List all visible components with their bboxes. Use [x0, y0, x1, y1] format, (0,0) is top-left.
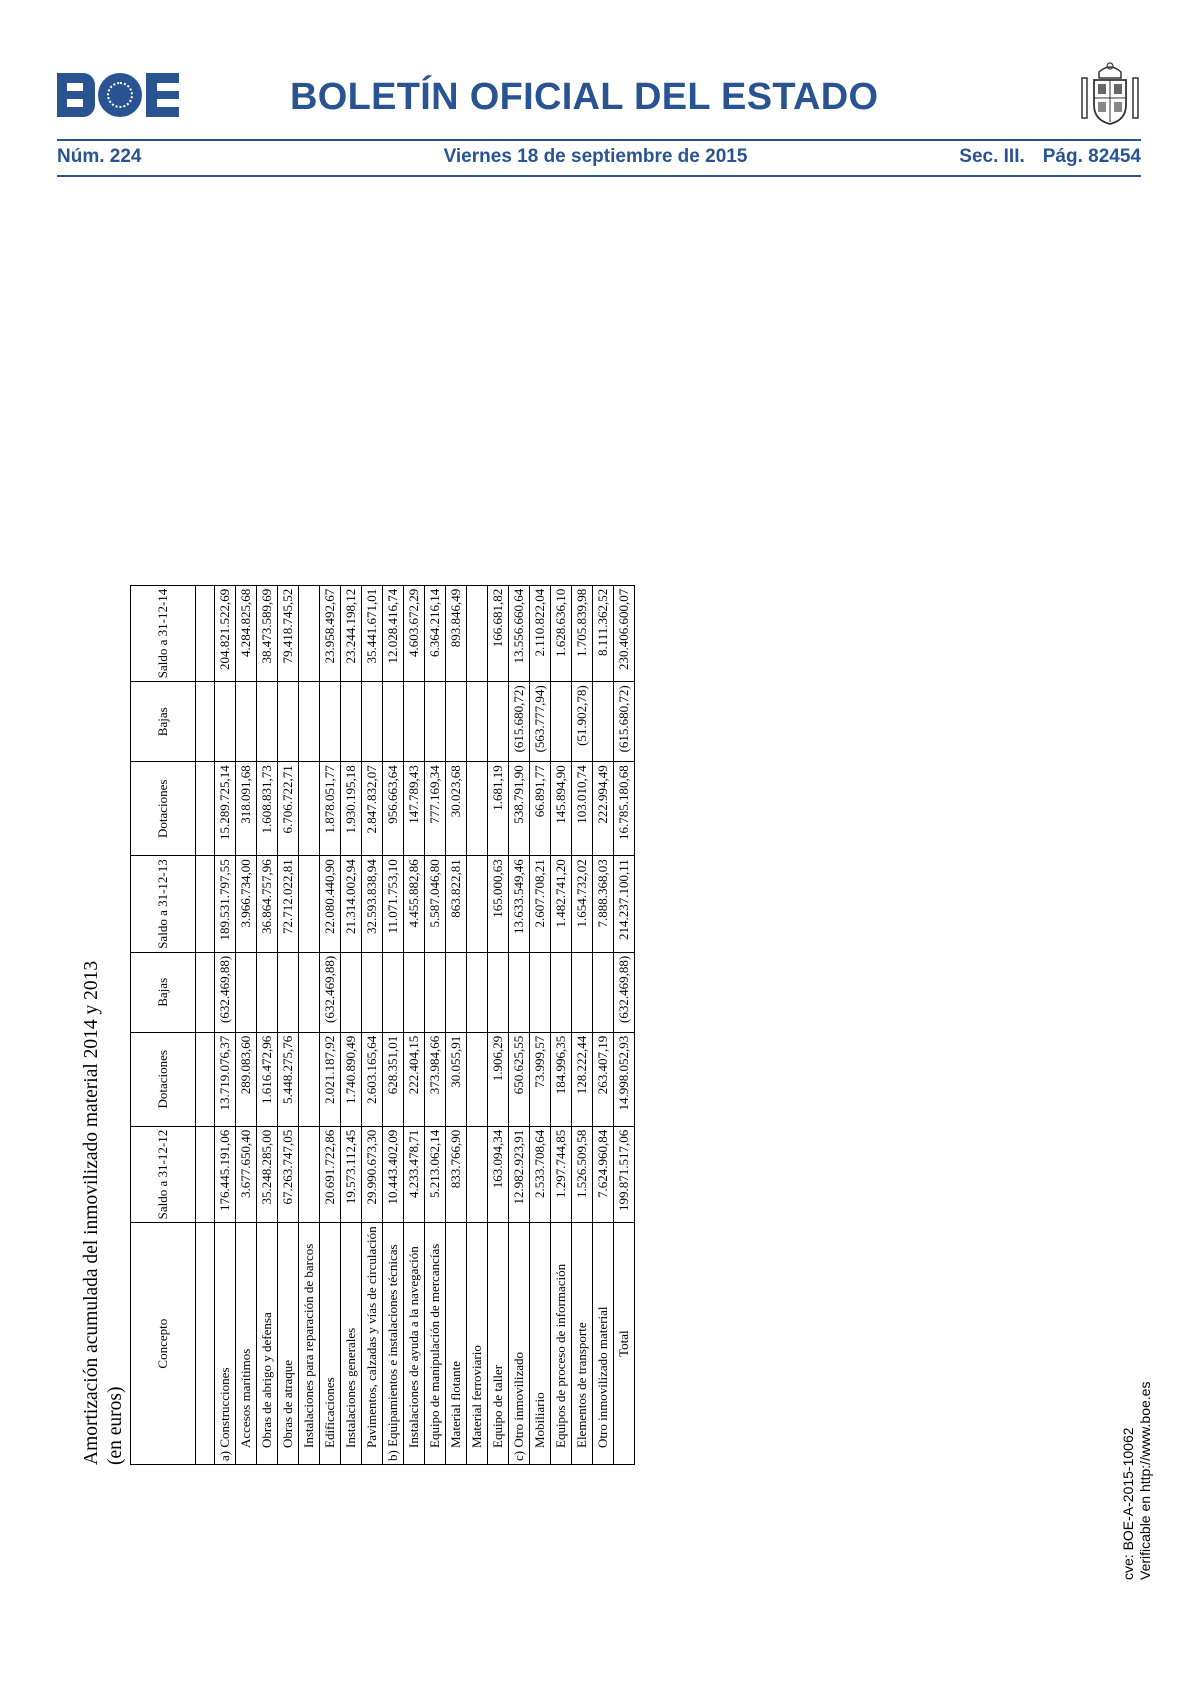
verification-note [1120, 1382, 1154, 1580]
value-cell [467, 762, 488, 856]
value-cell [488, 682, 509, 762]
value-cell [215, 682, 236, 762]
value-cell: 176.445.191,06 [215, 1126, 236, 1223]
value-cell [404, 952, 425, 1032]
value-cell: 79.418.745,52 [278, 585, 299, 682]
value-cell: 165.000,63 [488, 856, 509, 953]
value-cell [467, 585, 488, 682]
table-body [196, 585, 635, 1464]
value-cell: 30.055,91 [446, 1032, 467, 1126]
value-cell: 103.010,74 [572, 762, 593, 856]
value-cell [593, 952, 614, 1032]
value-cell [509, 952, 530, 1032]
table-row [383, 585, 404, 1464]
value-cell: 145.894,90 [551, 762, 572, 856]
value-cell [299, 1032, 320, 1126]
table-row [425, 585, 446, 1464]
value-cell: 23.244.198,12 [341, 585, 362, 682]
verification-url: Verificable en http://www.boe.es [1137, 1381, 1153, 1580]
value-cell: 13.556.660,64 [509, 585, 530, 682]
section-label: Sec. III. [959, 146, 1025, 167]
caption-units: (en euros) [105, 1386, 126, 1465]
value-cell: 20.691.722,86 [320, 1126, 341, 1223]
value-cell: 2.021.187,92 [320, 1032, 341, 1126]
concept-cell: Material ferroviario [467, 1223, 488, 1465]
value-cell [341, 952, 362, 1032]
coat-of-arms-icon [1079, 60, 1141, 128]
total-label-cell: Total [614, 1223, 635, 1465]
value-cell: 2.603.165,64 [362, 1032, 383, 1126]
amortization-table [130, 585, 635, 1465]
value-cell: 189.531.797,55 [215, 856, 236, 953]
total-value-cell: 14.998.052,93 [614, 1032, 635, 1126]
value-cell: 7.624.960,84 [593, 1126, 614, 1223]
value-cell: 72.712.022,81 [278, 856, 299, 953]
value-cell: 1.482.741,20 [551, 856, 572, 953]
value-cell: 13.633.549,46 [509, 856, 530, 953]
concept-cell: Instalaciones generales [341, 1223, 362, 1465]
header-bajas-2013: Bajas [131, 952, 196, 1032]
table-row [257, 585, 278, 1464]
value-cell: 289.083,60 [236, 1032, 257, 1126]
value-cell: 35.441.671,01 [362, 585, 383, 682]
table-row [404, 585, 425, 1464]
value-cell: 10.443.402,09 [383, 1126, 404, 1223]
value-cell [299, 1126, 320, 1223]
concept-cell: Accesos marítimos [236, 1223, 257, 1465]
value-cell: 11.071.753,10 [383, 856, 404, 953]
total-value-cell: 16.785.180,68 [614, 762, 635, 856]
value-cell: 650.625,55 [509, 1032, 530, 1126]
value-cell: 23.958.492,67 [320, 585, 341, 682]
value-cell: 147.789,43 [404, 762, 425, 856]
value-cell: 15.289.725,14 [215, 762, 236, 856]
value-cell: 373.984,66 [425, 1032, 446, 1126]
table-row [551, 585, 572, 1464]
value-cell [467, 682, 488, 762]
value-cell [530, 952, 551, 1032]
header-rule-bottom [57, 175, 1141, 177]
value-cell: 628.351,01 [383, 1032, 404, 1126]
concept-cell: Material flotante [446, 1223, 467, 1465]
value-cell: 30.023,68 [446, 762, 467, 856]
value-cell [383, 682, 404, 762]
value-cell: 1.930.195,18 [341, 762, 362, 856]
table-row [299, 585, 320, 1464]
value-cell [467, 952, 488, 1032]
value-cell [551, 682, 572, 762]
table-row [215, 585, 236, 1464]
value-cell [236, 952, 257, 1032]
value-cell: 6.364.216,14 [425, 585, 446, 682]
value-cell: 863.822,81 [446, 856, 467, 953]
value-cell: 1.608.831,73 [257, 762, 278, 856]
value-cell [488, 952, 509, 1032]
value-cell: 4.233.478,71 [404, 1126, 425, 1223]
value-cell: 13.719.076,37 [215, 1032, 236, 1126]
value-cell: 166.681,82 [488, 585, 509, 682]
table-row [362, 585, 383, 1464]
value-cell: 1.906,29 [488, 1032, 509, 1126]
value-cell: 12.982.923,91 [509, 1126, 530, 1223]
value-cell: 893.846,49 [446, 585, 467, 682]
section-page [941, 146, 1141, 168]
value-cell: 128.222,44 [572, 1032, 593, 1126]
table-row [593, 585, 614, 1464]
issue-date: Viernes 18 de septiembre de 2015 [443, 146, 748, 167]
header-rule-top [57, 139, 1141, 141]
page-label: Pág. 82454 [1042, 146, 1141, 167]
rotated-table-block [80, 285, 631, 1465]
value-cell: 4.455.882,86 [404, 856, 425, 953]
table-row [446, 585, 467, 1464]
value-cell [404, 682, 425, 762]
value-cell [278, 682, 299, 762]
table-row [467, 585, 488, 1464]
issue-number: Núm. 224 [57, 146, 142, 167]
value-cell: 12.028.416,74 [383, 585, 404, 682]
value-cell: 1.654.732,02 [572, 856, 593, 953]
concept-cell: Obras de abrigo y defensa [257, 1223, 278, 1465]
value-cell [593, 682, 614, 762]
value-cell: 4.603.672,29 [404, 585, 425, 682]
table-row [320, 585, 341, 1464]
value-cell: 222.404,15 [404, 1032, 425, 1126]
value-cell: 22.080.440,90 [320, 856, 341, 953]
header-bajas-2014: Bajas [131, 682, 196, 762]
concept-cell: b) Equipamientos e instalaciones técnicas [383, 1223, 404, 1465]
value-cell [299, 682, 320, 762]
value-cell [257, 682, 278, 762]
value-cell: 29.990.673,30 [362, 1126, 383, 1223]
value-cell: 833.766,90 [446, 1126, 467, 1223]
cve-code: cve: BOE-A-2015-10062 [1120, 1427, 1136, 1580]
value-cell [278, 952, 299, 1032]
caption-title: Amortización acumulada del inmovilizado material 2014 y 2013 [81, 960, 102, 1465]
concept-cell: Edificaciones [320, 1223, 341, 1465]
value-cell: 2.110.822,04 [530, 585, 551, 682]
value-cell: 67.263.747,05 [278, 1126, 299, 1223]
value-cell [320, 682, 341, 762]
table-row [236, 585, 257, 1464]
table-row [341, 585, 362, 1464]
value-cell [551, 952, 572, 1032]
value-cell: 1.297.744,85 [551, 1126, 572, 1223]
header-saldo-2012: Saldo a 31-12-12 [131, 1126, 196, 1223]
value-cell: 19.573.112,45 [341, 1126, 362, 1223]
value-cell: 1.616.472,96 [257, 1032, 278, 1126]
table-spacer-row [196, 585, 215, 1464]
value-cell: 318.091,68 [236, 762, 257, 856]
concept-cell: c) Otro inmovilizado [509, 1223, 530, 1465]
concept-cell: Equipos de proceso de información [551, 1223, 572, 1465]
table-header-row [131, 585, 196, 1464]
value-cell: 21.314.002,94 [341, 856, 362, 953]
value-cell: 184.996,35 [551, 1032, 572, 1126]
value-cell: 73.999,57 [530, 1032, 551, 1126]
table-total-row [614, 585, 635, 1464]
value-cell: 8.111.362,52 [593, 585, 614, 682]
value-cell: 5.587.046,80 [425, 856, 446, 953]
concept-cell: Mobiliario [530, 1223, 551, 1465]
value-cell [362, 682, 383, 762]
concept-cell: Instalaciones para reparación de barcos [299, 1223, 320, 1465]
concept-cell: a) Construcciones [215, 1223, 236, 1465]
value-cell: 1.628.636,10 [551, 585, 572, 682]
value-cell [299, 585, 320, 682]
value-cell: 1.681,19 [488, 762, 509, 856]
value-cell: 2.607.708,21 [530, 856, 551, 953]
value-cell: (615.680,72) [509, 682, 530, 762]
value-cell: 1.740.890,49 [341, 1032, 362, 1126]
value-cell: (51.902,78) [572, 682, 593, 762]
value-cell: 6.706.722,71 [278, 762, 299, 856]
value-cell: 66.891,77 [530, 762, 551, 856]
value-cell: 38.473.589,69 [257, 585, 278, 682]
value-cell: 4.284.825,68 [236, 585, 257, 682]
table-row [488, 585, 509, 1464]
header-saldo-2014: Saldo a 31-12-14 [131, 585, 196, 682]
concept-cell: Pavimentos, calzadas y vías de circulación [362, 1223, 383, 1465]
value-cell: 7.888.368,03 [593, 856, 614, 953]
concept-cell: Equipo de taller [488, 1223, 509, 1465]
value-cell: 1.526.509,58 [572, 1126, 593, 1223]
table-row [509, 585, 530, 1464]
value-cell: 35.248.285,00 [257, 1126, 278, 1223]
total-value-cell: 199.871.517,06 [614, 1126, 635, 1223]
value-cell: 263.407,19 [593, 1032, 614, 1126]
value-cell: 956.663,64 [383, 762, 404, 856]
header-dotaciones-2014: Dotaciones [131, 762, 196, 856]
value-cell [467, 1032, 488, 1126]
value-cell: 2.533.708,64 [530, 1126, 551, 1223]
value-cell: (632.469,88) [320, 952, 341, 1032]
value-cell: 538.791,90 [509, 762, 530, 856]
value-cell [446, 682, 467, 762]
value-cell: 5.213.062,14 [425, 1126, 446, 1223]
value-cell: (563.777,94) [530, 682, 551, 762]
value-cell: 5.448.275,76 [278, 1032, 299, 1126]
value-cell: 1.878.051,77 [320, 762, 341, 856]
table-row [278, 585, 299, 1464]
value-cell [362, 952, 383, 1032]
concept-cell: Instalaciones de ayuda a la navegación [404, 1223, 425, 1465]
table-caption [80, 285, 128, 1465]
page-title: BOLETÍN OFICIAL DEL ESTADO [290, 76, 879, 118]
value-cell: 3.677.650,40 [236, 1126, 257, 1223]
total-value-cell: 214.237.100,11 [614, 856, 635, 953]
value-cell [341, 682, 362, 762]
value-cell [257, 952, 278, 1032]
concept-cell: Equipo de manipulación de mercancías [425, 1223, 446, 1465]
value-cell: 36.864.757,96 [257, 856, 278, 953]
concept-cell: Otro inmovilizado material [593, 1223, 614, 1465]
table-row [572, 585, 593, 1464]
value-cell: 777.169,34 [425, 762, 446, 856]
header-concepto: Concepto [131, 1223, 196, 1465]
boe-logo [57, 71, 179, 119]
value-cell [572, 952, 593, 1032]
value-cell: 204.821.522,69 [215, 585, 236, 682]
value-cell [299, 762, 320, 856]
concept-cell: Elementos de transporte [572, 1223, 593, 1465]
value-cell: 3.966.734,00 [236, 856, 257, 953]
value-cell [236, 682, 257, 762]
value-cell [425, 682, 446, 762]
value-cell [299, 856, 320, 953]
total-value-cell: 230.406.600,07 [614, 585, 635, 682]
value-cell: 1.705.839,98 [572, 585, 593, 682]
value-cell [467, 1126, 488, 1223]
header-dotaciones-2013: Dotaciones [131, 1032, 196, 1126]
value-cell [467, 856, 488, 953]
total-value-cell: (632.469,88) [614, 952, 635, 1032]
table-row [530, 585, 551, 1464]
value-cell: (632.469,88) [215, 952, 236, 1032]
value-cell [299, 952, 320, 1032]
value-cell: 163.094,34 [488, 1126, 509, 1223]
total-value-cell: (615.680,72) [614, 682, 635, 762]
value-cell: 222.994,49 [593, 762, 614, 856]
value-cell: 2.847.832,07 [362, 762, 383, 856]
value-cell: 32.593.838,94 [362, 856, 383, 953]
value-cell [425, 952, 446, 1032]
header-saldo-2013: Saldo a 31-12-13 [131, 856, 196, 953]
value-cell [446, 952, 467, 1032]
value-cell [383, 952, 404, 1032]
concept-cell: Obras de atraque [278, 1223, 299, 1465]
